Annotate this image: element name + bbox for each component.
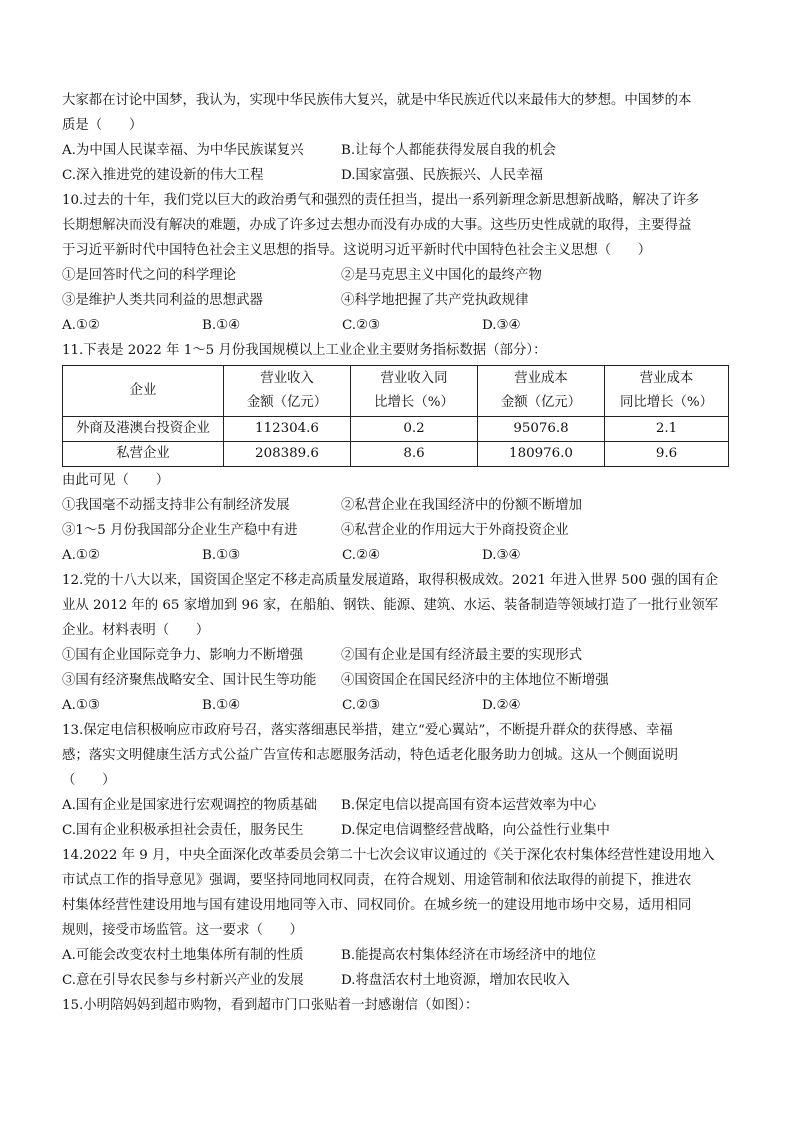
table-row: [63, 417, 729, 442]
statement-row: [62, 263, 732, 288]
table-cell: 0.2: [351, 417, 478, 442]
statement-row: [62, 288, 732, 313]
option-a: A.①②: [62, 548, 100, 563]
question-10: [62, 188, 732, 338]
table-cell: 2.1: [605, 417, 729, 442]
question-14: [62, 843, 732, 993]
financial-table: [62, 365, 729, 467]
question-stem: 质是（ ）: [62, 118, 143, 133]
statement-2: ②私营企业在我国经济中的份额不断增加: [341, 498, 583, 513]
option-row: [62, 693, 732, 718]
statement-3: ③1～5 月份我国部分企业生产稳中有进: [62, 523, 298, 538]
table-header-row: [63, 366, 729, 417]
question-stem: 于习近平新时代中国特色社会主义思想的指导。这说明习近平新时代中国特色社会主义思想（ ）: [62, 243, 652, 258]
question-lead: 由此可见（ ）: [62, 473, 170, 488]
question-stem: 村集体经营性建设用地与国有建设用地同等入市、同权同价。在城乡统一的建设用地市场中交易，适用相同: [62, 898, 692, 913]
option-row: [62, 543, 732, 568]
statement-row: [62, 668, 732, 693]
option-c: C.意在引导农民参与乡村新兴产业的发展: [62, 973, 304, 988]
question-stem: 企业。材料表明（ ）: [62, 623, 210, 638]
statement-2: ②是马克思主义中国化的最终产物: [341, 268, 542, 283]
question-stem: 感；落实文明健康生活方式公益广告宣传和志愿服务活动，特色适老化服务助力创城。这从一个侧面说明: [62, 748, 678, 763]
option-d: D.③④: [482, 548, 521, 563]
option-b: B.保定电信以提高国有资本运营效率为中心: [341, 798, 597, 813]
option-row: [62, 968, 732, 993]
option-c: C.②③: [342, 318, 381, 333]
question-stem: 13.保定电信积极响应市政府号召，落实落细惠民举措，建立“爱心翼站”，不断提升群众的获得感、幸福: [62, 723, 673, 738]
statement-3: ③是维护人类共同利益的思想武器: [62, 293, 263, 308]
question-stem: 14.2022 年 9 月，中央全面深化改革委员会第二十七次会议审议通过的《关于深化农村集体经营性建设用地入: [62, 848, 715, 863]
statement-row: [62, 493, 732, 518]
statement-row: [62, 643, 732, 668]
option-b: B.①③: [202, 548, 241, 563]
statement-4: ④国资国企在国民经济中的主体地位不断增强: [341, 673, 609, 688]
table-cell: 外商及港澳台投资企业: [63, 417, 224, 442]
table-cell: 9.6: [605, 442, 729, 467]
question-stem: 大家都在讨论中国梦，我认为，实现中华民族伟大复兴，就是中华民族近代以来最伟大的梦想。中国梦的本: [62, 93, 692, 108]
table-cell: 95076.8: [478, 417, 605, 442]
option-a: A.①②: [62, 318, 100, 333]
option-row: [62, 818, 732, 843]
option-b: B.能提高农村集体经济在市场经济中的地位: [341, 948, 597, 963]
option-a: A.可能会改变农村土地集体所有制的性质: [62, 948, 304, 963]
statement-4: ④科学地把握了共产党执政规律: [341, 293, 529, 308]
option-row: [62, 138, 732, 163]
statement-1: ①我国毫不动摇支持非公有制经济发展: [62, 498, 290, 513]
exam-page: [62, 88, 732, 1018]
option-row: [62, 313, 732, 338]
table-cell: 112304.6: [224, 417, 351, 442]
question-13: [62, 718, 732, 843]
option-d: D.③④: [482, 318, 521, 333]
table-row: [63, 442, 729, 467]
question-stem: 12.党的十八大以来，国资国企坚定不移走高质量发展道路，取得积极成效。2021 年进入世界 500 强的国有企: [62, 573, 719, 588]
option-d: D.将盘活农村土地资源，增加农民收入: [341, 973, 570, 988]
option-row: [62, 163, 732, 188]
table-header-cell: 营业成本 金额（亿元）: [478, 366, 605, 417]
option-b: B.①④: [202, 318, 241, 333]
table-cell: 私营企业: [63, 442, 224, 467]
table-header-cell: 企业: [63, 366, 224, 417]
table-cell: 208389.6: [224, 442, 351, 467]
statement-3: ③国有经济聚焦战略安全、国计民生等功能: [62, 673, 317, 688]
option-c: C.国有企业积极承担社会责任，服务民生: [62, 823, 304, 838]
statement-4: ④私营企业的作用远大于外商投资企业: [341, 523, 569, 538]
question-11: [62, 338, 732, 568]
question-15: [62, 993, 732, 1018]
statement-row: [62, 518, 732, 543]
option-d: D.保定电信调整经营战略，向公益性行业集中: [341, 823, 610, 838]
question-9: [62, 88, 732, 188]
question-12: [62, 568, 732, 718]
table-header-cell: 营业收入同 比增长（%）: [351, 366, 478, 417]
option-c: C.②③: [342, 698, 381, 713]
table-header-cell: 营业收入 金额（亿元）: [224, 366, 351, 417]
statement-2: ②国有企业是国有经济最主要的实现形式: [341, 648, 583, 663]
option-a: A.为中国人民谋幸福、为中华民族谋复兴: [62, 143, 304, 158]
option-c: C.深入推进党的建设新的伟大工程: [62, 168, 264, 183]
option-a: A.①③: [62, 698, 100, 713]
option-d: D.国家富强、民族振兴、人民幸福: [341, 168, 543, 183]
question-stem: 市试点工作的指导意见》强调，要坚持同地同权同责，在符合规划、用途管制和依法取得的前提下，推进农: [62, 873, 692, 888]
option-b: B.让每个人都能获得发展自我的机会: [341, 143, 556, 158]
option-d: D.②④: [482, 698, 521, 713]
statement-1: ①国有企业国际竞争力、影响力不断增强: [62, 648, 304, 663]
table-cell: 180976.0: [478, 442, 605, 467]
question-stem: 规则，接受市场监管。这一要求（ ）: [62, 923, 304, 938]
table-header-cell: 营业成本 同比增长（%）: [605, 366, 729, 417]
question-stem: 11.下表是 2022 年 1～5 月份我国规模以上工业企业主要财务指标数据（部分）：: [62, 343, 547, 358]
option-a: A.国有企业是国家进行宏观调控的物质基础: [62, 798, 317, 813]
option-b: B.①④: [202, 698, 241, 713]
question-stem: 长期想解决而没有解决的难题，办成了许多过去想办而没有办成的大事。这些历史性成就的取得，主要得益: [62, 218, 692, 233]
option-c: C.②④: [342, 548, 381, 563]
question-stem: 15.小明陪妈妈到超市购物，看到超市门口张贴着一封感谢信（如图）：: [62, 998, 479, 1013]
option-row: [62, 943, 732, 968]
question-stem: 10.过去的十年，我们党以巨大的政治勇气和强烈的责任担当，提出一系列新理念新思想新战略，解决了许多: [62, 193, 700, 208]
statement-1: ①是回答时代之问的科学理论: [62, 268, 237, 283]
table-cell: 8.6: [351, 442, 478, 467]
question-stem: 业从 2012 年的 65 家增加到 96 家，在船舶、钢铁、能源、建筑、水运、装备制造等领域打造了一批行业领军: [62, 598, 719, 613]
question-stem: （ ）: [62, 773, 116, 788]
option-row: [62, 793, 732, 818]
